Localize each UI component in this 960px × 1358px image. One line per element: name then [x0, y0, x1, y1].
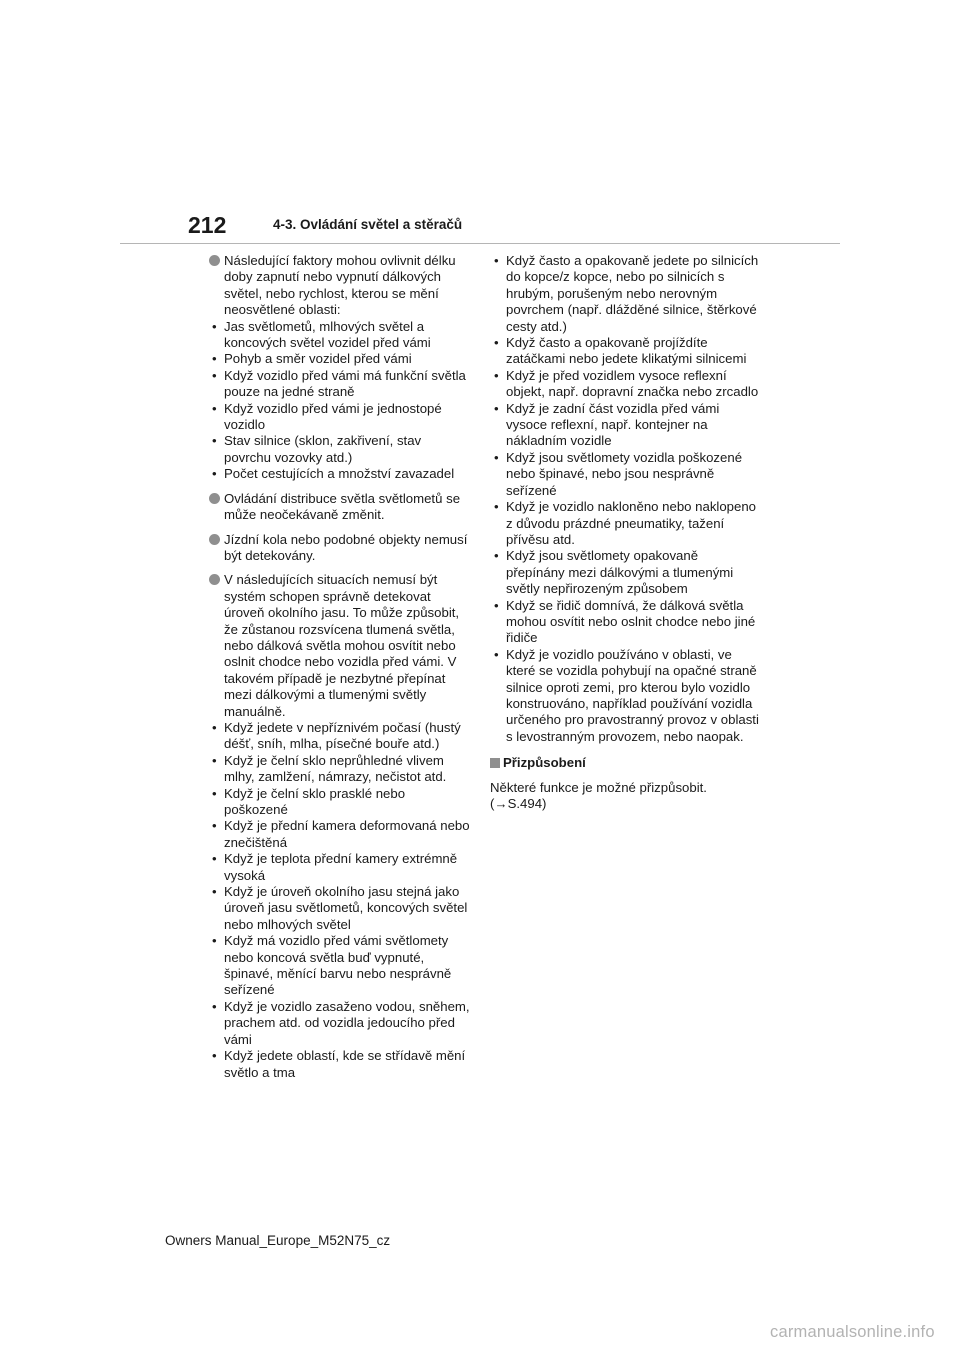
note-lead-text: Ovládání distribuce světla světlometů se může neočekávaně změnit. [224, 490, 461, 523]
list-item: • Když je vozidlo nakloněno nebo naklopeno z důvodu prázdné pneumatiky, tažení přívěsu atd. [494, 499, 757, 547]
list-item: • Když má vozidlo před vámi světlomety nebo koncová světla buď vypnuté, špinavé, měnící barvu nebo nesprávně seřízené [212, 933, 452, 998]
situation-list [208, 720, 470, 1081]
list-item: • Když je přední kamera deformovaná nebo znečištěná [212, 818, 470, 850]
right-column [490, 253, 760, 812]
bullet-dot-icon [209, 493, 220, 504]
list-item: • Když jedete v nepříznivém počasí (hustý déšť, sníh, mlha, písečné bouře atd.) [212, 719, 461, 752]
note-block [208, 572, 470, 1081]
note-lead [208, 572, 470, 720]
site-watermark: carmanualsonline.info [770, 1323, 935, 1341]
list-item: • Když je úroveň okolního jasu stejná jako úroveň jasu světlometů, koncových světel nebo mlhových světel [212, 884, 468, 932]
list-item: • Počet cestujících a množství zavazadel [212, 466, 455, 482]
list-item: • Když je teplota přední kamery extrémně vysoká [212, 851, 458, 883]
list-item: • Když je čelní sklo neprůhledné vlivem mlhy, zamlžení, námrazy, nečistot atd. [212, 752, 447, 785]
note-block [208, 491, 470, 524]
list-item: • Když je zadní část vozidla před vámi vysoce reflexní, např. kontejner na nákladním vozidle [494, 400, 720, 449]
note-lead [208, 532, 470, 565]
list-item: • Když vozidlo před vámi má funkční světla pouze na jedné straně [212, 367, 466, 400]
list-item: • Stav silnice (sklon, zakřivení, stav povrchu vozovky atd.) [212, 433, 422, 465]
note-lead-text: Následující faktory mohou ovlivnit délku doby zapnutí nebo vypnutí dálkových světel, nebo rychlost, kterou se mění neosvětlené oblasti: [224, 253, 456, 318]
note-lead [208, 491, 470, 524]
section-title: 4-3. Ovládání světel a stěračů [273, 217, 463, 232]
page-reference-link[interactable]: (→S.494) [490, 796, 547, 811]
bullet-dot-icon [209, 574, 220, 585]
list-item: • Když jedete oblastí, kde se střídavě mění světlo a tma [212, 1048, 466, 1080]
list-item: • Když je vozidlo používáno v oblasti, ve které se vozidla pohybují na opačné straně silnice oproti zemi, pro kterou bylo vozidlo konstruováno, například používání vozidla určeného pro pravostranný provoz v oblasti s levostranným provozem, nebo naopak. [494, 646, 759, 744]
list-item: • Když je vozidlo zasaženo vodou, sněhem, prachem atd. od vozidla jedoucího před vámi [212, 998, 470, 1047]
page-number: 212 [188, 212, 227, 238]
situation-list-continued [490, 253, 760, 745]
bullet-dot-icon [209, 534, 220, 545]
left-column [208, 253, 470, 1089]
square-bullet-icon [490, 758, 500, 768]
list-item: • Když je čelní sklo prasklé nebo poškozené [212, 785, 406, 817]
note-block [208, 532, 470, 565]
list-item: • Když vozidlo před vámi je jednostopé vozidlo [212, 400, 442, 433]
list-item: • Když často a opakovaně projíždíte zatáčkami nebo jedete klikatými silnicemi [494, 335, 747, 367]
list-item: • Pohyb a směr vozidel před vámi [212, 351, 412, 367]
factor-list [208, 319, 470, 483]
list-item: • Když často a opakovaně jedete po silnicích do kopce/z kopce, nebo po silnicích s hrubým, porušeným nebo nerovným povrchem (např. dlážděné silnice, štěrkové cesty atd.) [494, 253, 759, 334]
bullet-dot-icon [209, 255, 220, 266]
list-item: • Když se řidič domnívá, že dálková světla mohou osvítit nebo oslnit chodce nebo jiné řidiče [494, 597, 756, 646]
header-divider [120, 243, 840, 244]
list-item: • Když je před vozidlem vysoce reflexní objekt, např. dopravní značka nebo zrcadlo [494, 367, 759, 400]
list-item: • Když jsou světlomety opakovaně přepínány mezi dálkovými a tlumenými světly nepřirozeným způsobem [494, 548, 734, 597]
list-item: • Když jsou světlomety vozidla poškozené nebo špinavé, nebo jsou nesprávně seřízené [494, 449, 743, 498]
customization-text: Některé funkce je možné přizpůsobit. [490, 779, 707, 795]
customization-heading: Přizpůsobení [490, 755, 760, 771]
footer-manual-id: Owners Manual_Europe_M52N75_cz [165, 1233, 391, 1248]
note-lead [208, 253, 470, 319]
note-lead-text: Jízdní kola nebo podobné objekty nemusí být detekovány. [224, 531, 468, 563]
note-lead-text: V následujících situacích nemusí být systém schopen správně detekovat úroveň okolního jasu. To může způsobit, že zůstanou rozsvícena tlumená světla, nebo dálková světla mohou osvítit nebo oslnit chodce nebo vozidla před vámi. V takovém případě je nezbytné přepínat mezi dálkovými a tlumenými světly manuálně. [224, 572, 460, 719]
list-item: • Jas světlometů, mlhových světel a koncových světel vozidel před vámi [212, 318, 431, 351]
note-block [208, 253, 470, 483]
